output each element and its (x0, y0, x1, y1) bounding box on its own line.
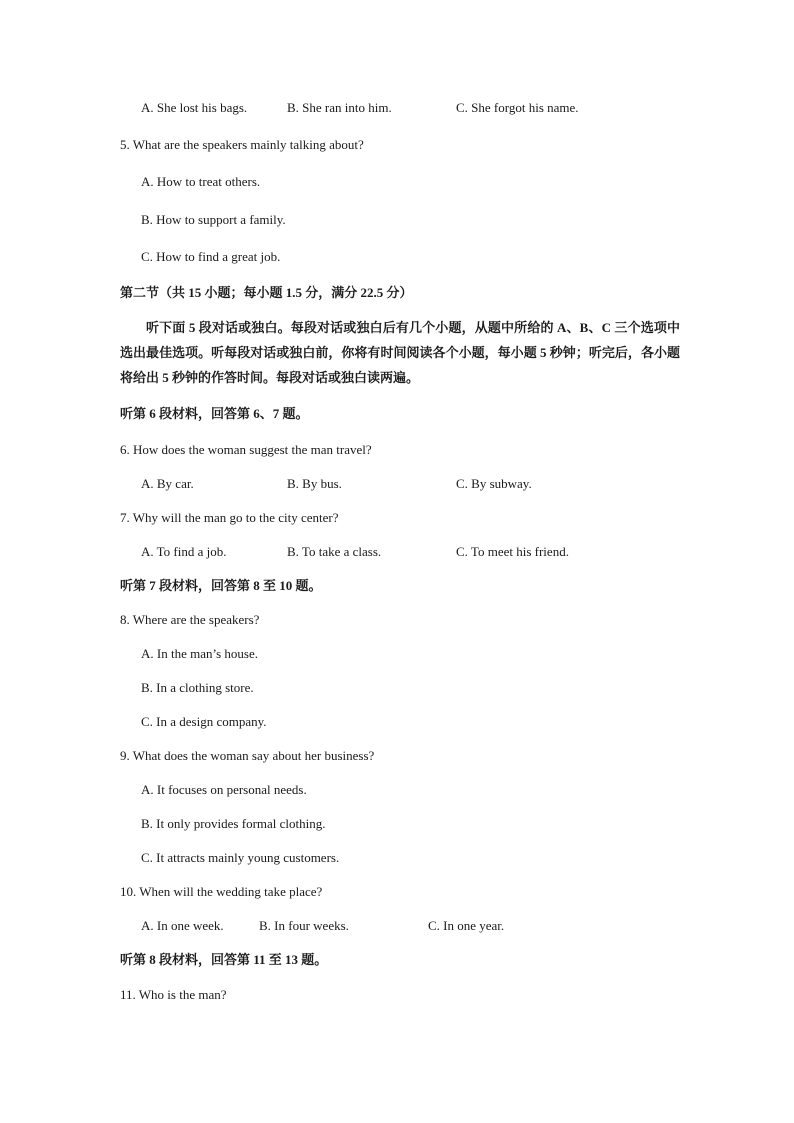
q10-option-b: B. In four weeks. (259, 918, 349, 933)
q8-stem: 8. Where are the speakers? (120, 612, 260, 627)
q7-option-a: A. To find a job. (141, 544, 227, 559)
q11-stem: 11. Who is the man? (120, 987, 227, 1002)
q4-option-b: B. She ran into him. (287, 100, 392, 115)
q6-option-c: C. By subway. (456, 476, 532, 491)
material6-label: 听第 6 段材料，回答第 6、7 题。 (120, 406, 309, 421)
q8-option-a: A. In the man’s house. (141, 646, 258, 661)
q8-option-b: B. In a clothing store. (141, 680, 254, 695)
q9-option-b: B. It only provides formal clothing. (141, 816, 326, 831)
q4-option-c: C. She forgot his name. (456, 100, 579, 115)
q5-option-a: A. How to treat others. (141, 174, 261, 189)
q10-option-a: A. In one week. (141, 918, 224, 933)
q9-option-c: C. It attracts mainly young customers. (141, 850, 340, 865)
section2-instructions: 听下面 5 段对话或独白。每段对话或独白后有几个小题，从题中所给的 A、B、C 三个选项中选出最佳选项。听每段对话或独白前，你将有时间阅读各个小题，每小题 5 秒钟；听完后，各小题将给出 5 秒钟的作答时间。每段对话或独白读两遍。 (120, 320, 680, 385)
q7-option-c: C. To meet his friend. (456, 544, 569, 559)
q5-option-c: C. How to find a great job. (141, 249, 281, 264)
material7-label: 听第 7 段材料，回答第 8 至 10 题。 (120, 578, 322, 593)
q10-stem: 10. When will the wedding take place? (120, 884, 323, 899)
q9-stem: 9. What does the woman say about her business? (120, 748, 375, 763)
q8-option-c: C. In a design company. (141, 714, 267, 729)
q4-option-a: A. She lost his bags. (141, 100, 248, 115)
q5-option-b: B. How to support a family. (141, 212, 286, 227)
q7-option-b: B. To take a class. (287, 544, 382, 559)
q5-stem: 5. What are the speakers mainly talking about? (120, 137, 364, 152)
q6-option-b: B. By bus. (287, 476, 342, 491)
section2-heading: 第二节（共 15 小题；每小题 1.5 分，满分 22.5 分） (120, 285, 413, 300)
q6-stem: 6. How does the woman suggest the man travel? (120, 442, 372, 457)
q6-option-a: A. By car. (141, 476, 194, 491)
q10-option-c: C. In one year. (428, 918, 505, 933)
q7-stem: 7. Why will the man go to the city center? (120, 510, 339, 525)
material8-label: 听第 8 段材料，回答第 11 至 13 题。 (120, 952, 328, 967)
q9-option-a: A. It focuses on personal needs. (141, 782, 307, 797)
